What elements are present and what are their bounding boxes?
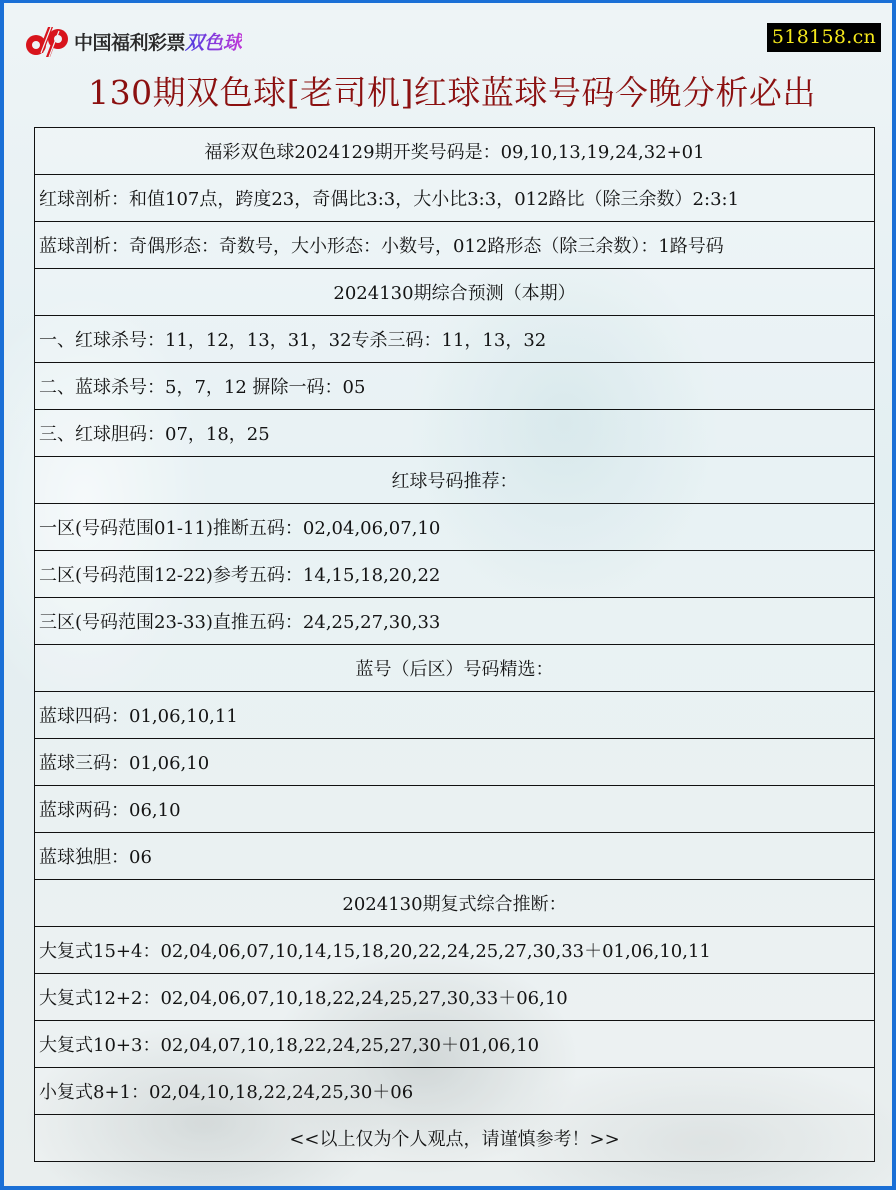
table-row xyxy=(35,457,875,504)
table-row xyxy=(35,316,875,363)
table-row xyxy=(35,739,875,786)
zone2-cell: 二区(号码范围12-22)参考五码：14,15,18,20,22 xyxy=(35,551,875,598)
table-row xyxy=(35,692,875,739)
table-row xyxy=(35,974,875,1021)
table-row xyxy=(35,551,875,598)
compound-10-3-cell: 大复式10+3：02,04,07,10,18,22,24,25,27,30＋01,06,10 xyxy=(35,1021,875,1068)
blue-kill-cell: 二、蓝球杀号：5，7，12 摒除一码：05 xyxy=(35,363,875,410)
table-row xyxy=(35,1068,875,1115)
blue-single-cell: 蓝球独胆：06 xyxy=(35,833,875,880)
logo-accent-text: 双色球 xyxy=(185,28,242,55)
section-heading-compound: 2024130期复式综合推断： xyxy=(35,880,875,927)
table-row xyxy=(35,269,875,316)
draw-result-cell: 福彩双色球2024129期开奖号码是：09,10,13,19,24,32+01 xyxy=(35,128,875,175)
table-row xyxy=(35,927,875,974)
zone3-cell: 三区(号码范围23-33)直推五码：24,25,27,30,33 xyxy=(35,598,875,645)
blue-three-cell: 蓝球三码：01,06,10 xyxy=(35,739,875,786)
table-row xyxy=(35,645,875,692)
table-row xyxy=(35,786,875,833)
table-row xyxy=(35,833,875,880)
table-row xyxy=(35,598,875,645)
table-row xyxy=(35,175,875,222)
red-analysis-cell: 红球剖析：和值107点，跨度23，奇偶比3:3，大小比3:3，012路比（除三余数）2:3:1 xyxy=(35,175,875,222)
prediction-table xyxy=(34,127,875,1162)
red-kill-cell: 一、红球杀号：11，12，13，31，32专杀三码：11，13，32 xyxy=(35,316,875,363)
cwl-logo-icon xyxy=(22,23,70,59)
disclaimer-cell: <<以上仅为个人观点，请谨慎参考！>> xyxy=(35,1115,875,1162)
section-heading-forecast: 2024130期综合预测（本期） xyxy=(35,269,875,316)
table-row xyxy=(35,222,875,269)
table-row xyxy=(35,128,875,175)
blue-four-cell: 蓝球四码：01,06,10,11 xyxy=(35,692,875,739)
page-title: 130期双色球[老司机]红球蓝球号码今晚分析必出 xyxy=(88,73,816,112)
section-heading-blue: 蓝号（后区）号码精选： xyxy=(35,645,875,692)
red-core-cell: 三、红球胆码：07，18，25 xyxy=(35,410,875,457)
table-row xyxy=(35,1021,875,1068)
table-row xyxy=(35,1115,875,1162)
compound-8-1-cell: 小复式8+1：02,04,10,18,22,24,25,30＋06 xyxy=(35,1068,875,1115)
lottery-logo xyxy=(22,23,242,59)
table-row xyxy=(35,410,875,457)
table-row xyxy=(35,363,875,410)
table-row xyxy=(35,880,875,927)
logo-text: 中国福利彩票 xyxy=(74,31,186,54)
compound-15-4-cell: 大复式15+4：02,04,06,07,10,14,15,18,20,22,24,25,27,30,33＋01,06,10,11 xyxy=(35,927,875,974)
zone1-cell: 一区(号码范围01-11)推断五码：02,04,06,07,10 xyxy=(35,504,875,551)
blue-two-cell: 蓝球两码：06,10 xyxy=(35,786,875,833)
site-badge[interactable]: 518158.cn xyxy=(767,23,881,52)
compound-12-2-cell: 大复式12+2：02,04,06,07,10,18,22,24,25,27,30,33＋06,10 xyxy=(35,974,875,1021)
section-heading-red: 红球号码推荐： xyxy=(35,457,875,504)
table-row xyxy=(35,504,875,551)
blue-analysis-cell: 蓝球剖析：奇偶形态：奇数号，大小形态：小数号，012路形态（除三余数）：1路号码 xyxy=(35,222,875,269)
